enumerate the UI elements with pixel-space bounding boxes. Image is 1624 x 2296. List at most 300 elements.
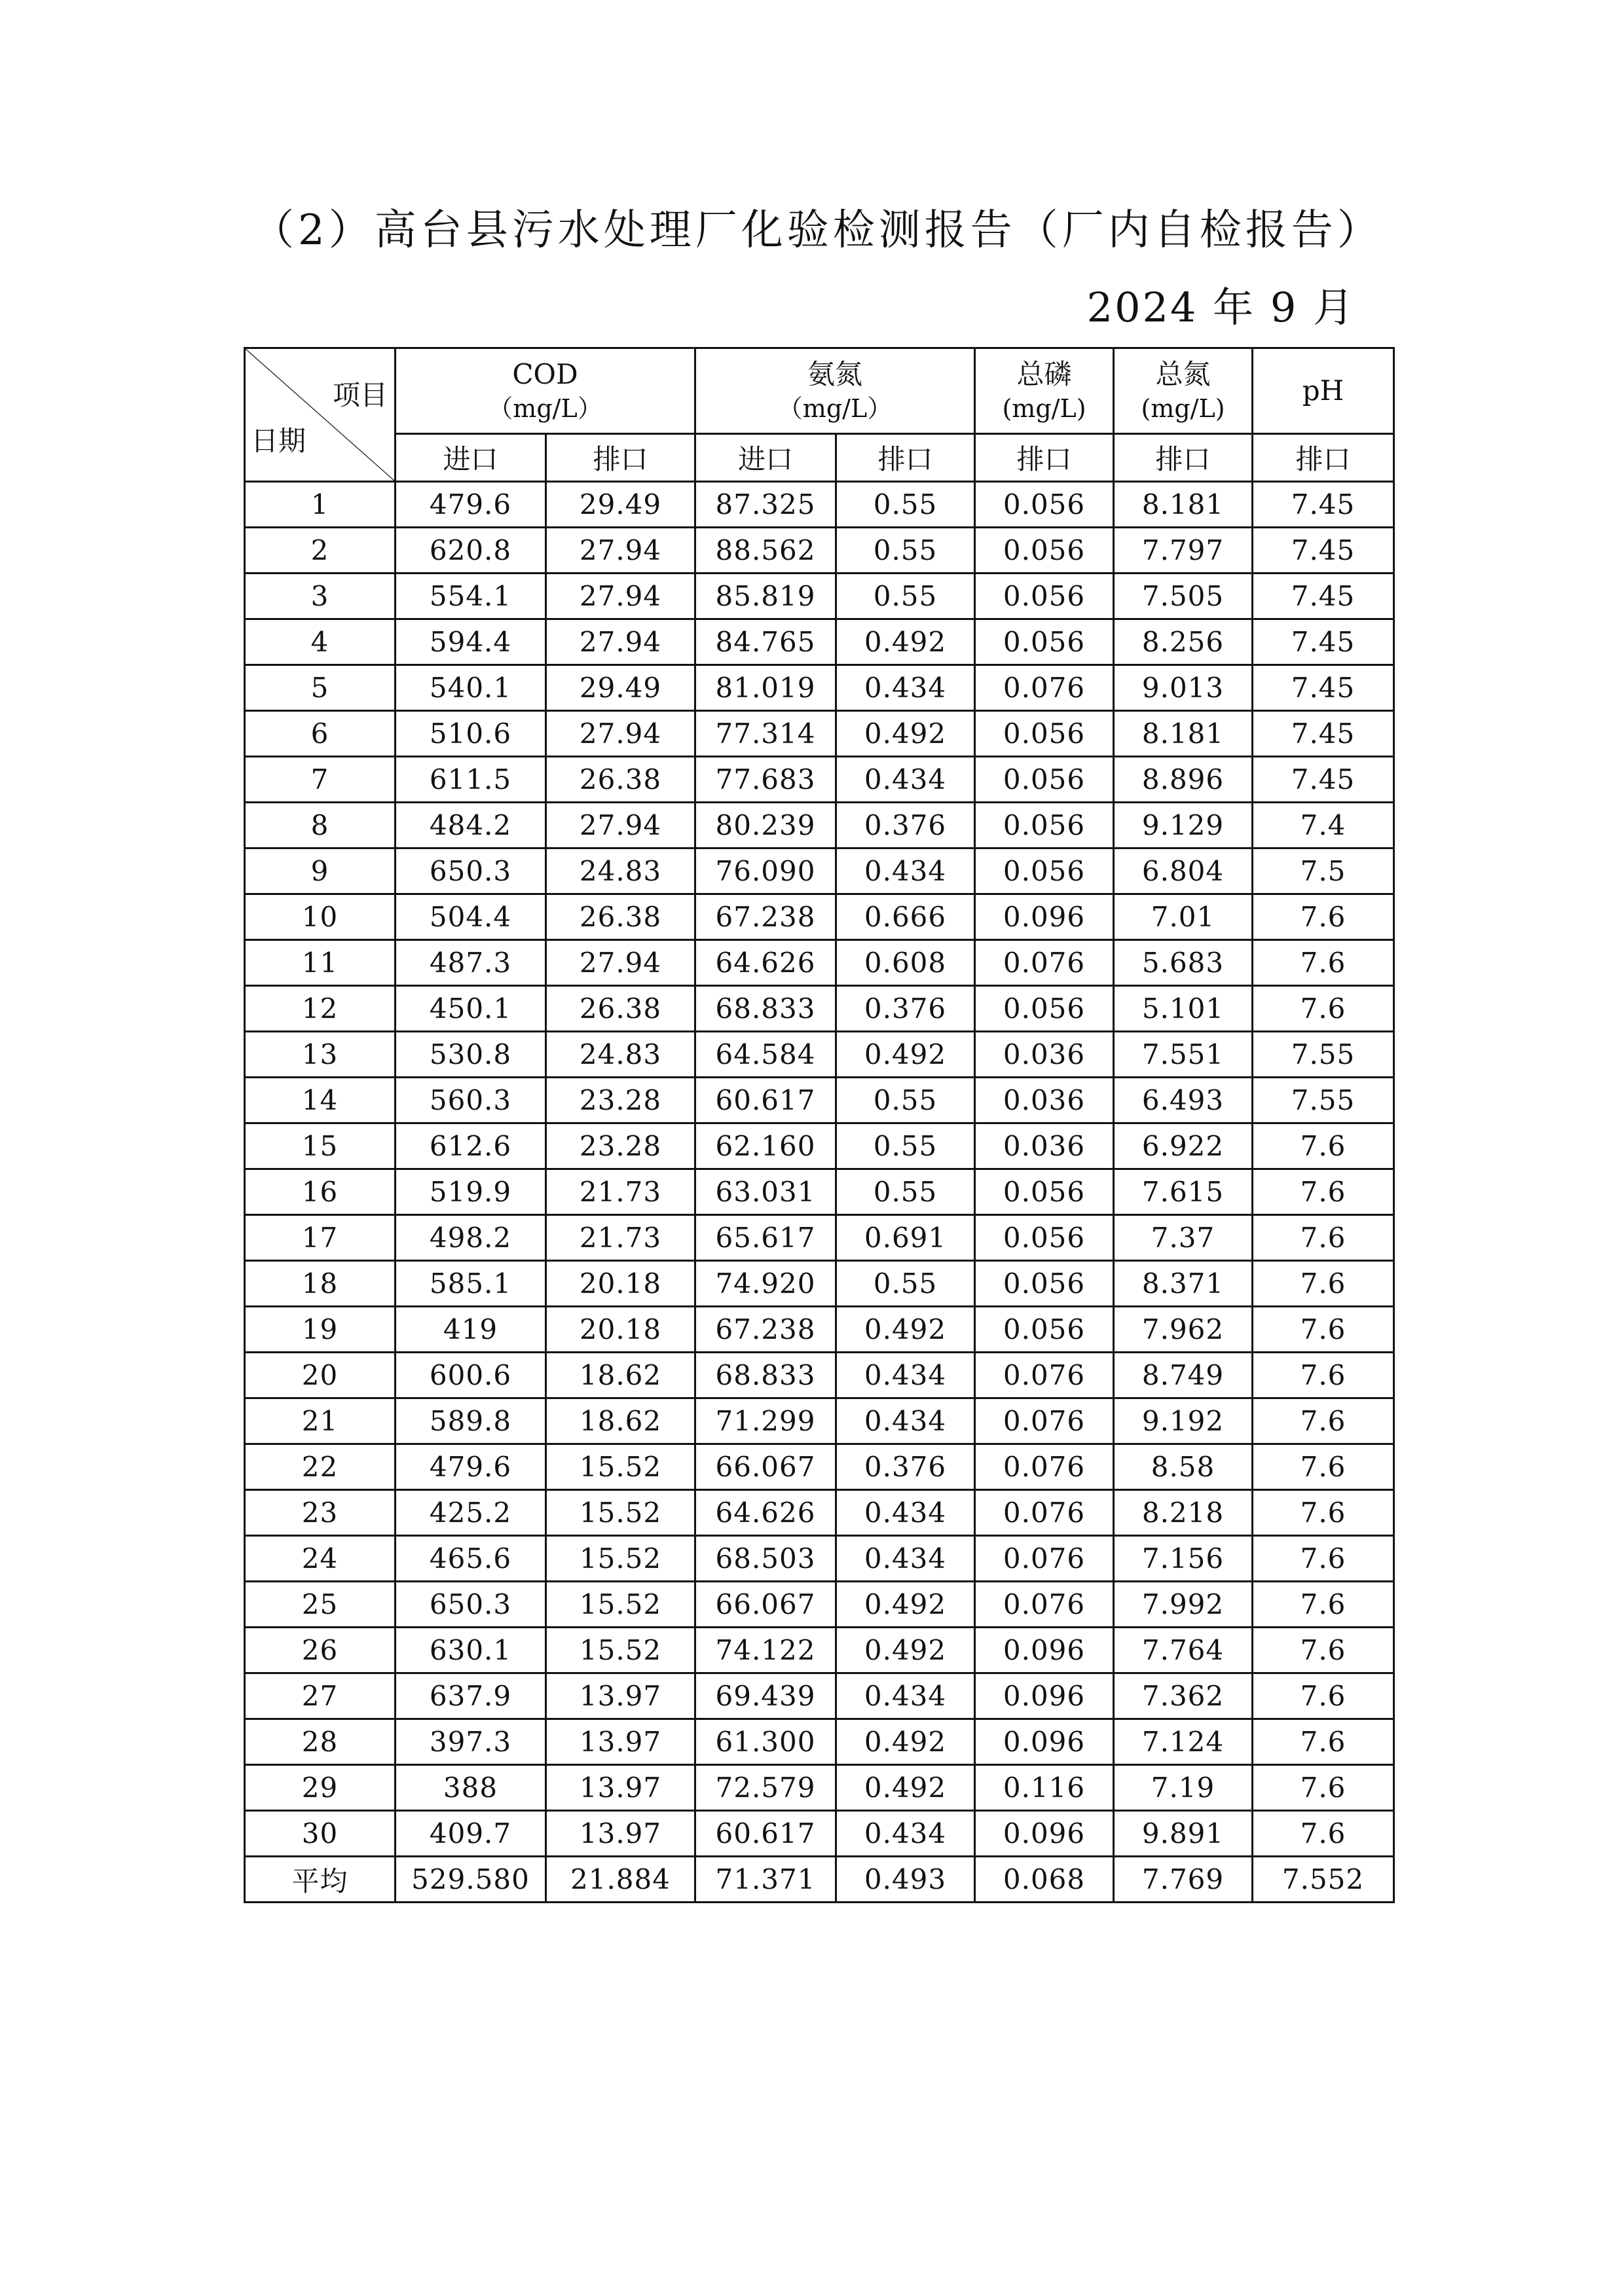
tn-outlet-cell: 8.181 — [1114, 711, 1253, 757]
cod-inlet-cell: 510.6 — [396, 711, 546, 757]
ammonia-inlet-cell: 65.617 — [695, 1215, 836, 1261]
table-row — [245, 757, 1394, 803]
header-ph — [1253, 348, 1394, 434]
cod-outlet-cell: 18.62 — [546, 1398, 695, 1444]
cod-inlet-cell: 529.580 — [396, 1857, 546, 1903]
corner-item-label: 项目 — [332, 379, 388, 411]
tn-outlet-cell: 7.156 — [1114, 1536, 1253, 1582]
date-cell: 14 — [245, 1078, 396, 1123]
ph-outlet-cell: 7.55 — [1253, 1032, 1394, 1078]
ammonia-inlet-cell: 84.765 — [695, 619, 836, 665]
tp-outlet-cell: 0.056 — [975, 619, 1114, 665]
ammonia-inlet-cell: 74.122 — [695, 1628, 836, 1673]
subheader-cod-inlet: 进口 — [396, 434, 546, 482]
ammonia-outlet-cell: 0.434 — [836, 1490, 975, 1536]
tp-outlet-cell: 0.096 — [975, 894, 1114, 940]
ammonia-outlet-cell: 0.492 — [836, 1582, 975, 1628]
subheader-ammonia-outlet: 排口 — [836, 434, 975, 482]
table-row — [245, 574, 1394, 619]
ammonia-outlet-cell: 0.55 — [836, 574, 975, 619]
tn-outlet-cell: 8.58 — [1114, 1444, 1253, 1490]
cod-outlet-cell: 27.94 — [546, 528, 695, 574]
tn-outlet-cell: 5.101 — [1114, 986, 1253, 1032]
table-row — [245, 665, 1394, 711]
cod-outlet-cell: 15.52 — [546, 1582, 695, 1628]
ammonia-outlet-cell: 0.492 — [836, 711, 975, 757]
ph-outlet-cell: 7.6 — [1253, 1582, 1394, 1628]
tn-outlet-cell: 7.124 — [1114, 1719, 1253, 1765]
date-cell: 5 — [245, 665, 396, 711]
cod-inlet-cell: 611.5 — [396, 757, 546, 803]
tn-outlet-cell: 6.804 — [1114, 848, 1253, 894]
ph-outlet-cell: 7.6 — [1253, 1215, 1394, 1261]
ammonia-outlet-cell: 0.434 — [836, 1353, 975, 1398]
table-row — [245, 1719, 1394, 1765]
table-row — [245, 711, 1394, 757]
subheader-tn-outlet: 排口 — [1114, 434, 1253, 482]
ammonia-inlet-cell: 63.031 — [695, 1169, 836, 1215]
cod-outlet-cell: 15.52 — [546, 1444, 695, 1490]
header-ammonia — [695, 348, 975, 434]
tn-outlet-cell: 7.362 — [1114, 1673, 1253, 1719]
ammonia-outlet-cell: 0.492 — [836, 1032, 975, 1078]
tp-outlet-cell: 0.116 — [975, 1765, 1114, 1811]
tn-outlet-cell: 8.749 — [1114, 1353, 1253, 1398]
table-row — [245, 940, 1394, 986]
cod-inlet-cell: 589.8 — [396, 1398, 546, 1444]
cod-outlet-cell: 26.38 — [546, 757, 695, 803]
header-ammonia-unit: （mg/L） — [777, 393, 893, 423]
ammonia-outlet-cell: 0.55 — [836, 1078, 975, 1123]
header-tn-unit: (mg/L) — [1141, 393, 1225, 423]
ammonia-inlet-cell: 69.439 — [695, 1673, 836, 1719]
corner-diagonal-line — [246, 349, 394, 481]
cod-inlet-cell: 650.3 — [396, 848, 546, 894]
ph-outlet-cell: 7.6 — [1253, 1398, 1394, 1444]
header-cod-name: COD — [512, 358, 578, 390]
date-cell: 16 — [245, 1169, 396, 1215]
ammonia-inlet-cell: 85.819 — [695, 574, 836, 619]
tn-outlet-cell: 7.769 — [1114, 1857, 1253, 1903]
ph-outlet-cell: 7.45 — [1253, 528, 1394, 574]
ammonia-outlet-cell: 0.666 — [836, 894, 975, 940]
report-table-body — [245, 482, 1394, 1903]
tp-outlet-cell: 0.056 — [975, 528, 1114, 574]
tp-outlet-cell: 0.056 — [975, 757, 1114, 803]
ph-outlet-cell: 7.6 — [1253, 1261, 1394, 1307]
ammonia-outlet-cell: 0.55 — [836, 528, 975, 574]
ammonia-outlet-cell: 0.691 — [836, 1215, 975, 1261]
table-row — [245, 1673, 1394, 1719]
ammonia-inlet-cell: 62.160 — [695, 1123, 836, 1169]
ph-outlet-cell: 7.4 — [1253, 803, 1394, 848]
cod-outlet-cell: 21.884 — [546, 1857, 695, 1903]
ammonia-outlet-cell: 0.55 — [836, 1169, 975, 1215]
ammonia-inlet-cell: 68.503 — [695, 1536, 836, 1582]
cod-outlet-cell: 24.83 — [546, 1032, 695, 1078]
date-cell: 17 — [245, 1215, 396, 1261]
ammonia-outlet-cell: 0.434 — [836, 1398, 975, 1444]
cod-outlet-cell: 18.62 — [546, 1353, 695, 1398]
ammonia-outlet-cell: 0.434 — [836, 665, 975, 711]
cod-inlet-cell: 498.2 — [396, 1215, 546, 1261]
tp-outlet-cell: 0.056 — [975, 1215, 1114, 1261]
date-cell: 13 — [245, 1032, 396, 1078]
corner-date-label: 日期 — [251, 425, 306, 457]
cod-inlet-cell: 450.1 — [396, 986, 546, 1032]
ammonia-inlet-cell: 76.090 — [695, 848, 836, 894]
report-table — [244, 347, 1395, 1903]
date-cell: 4 — [245, 619, 396, 665]
tn-outlet-cell: 9.013 — [1114, 665, 1253, 711]
tn-outlet-cell: 7.962 — [1114, 1307, 1253, 1353]
tp-outlet-cell: 0.068 — [975, 1857, 1114, 1903]
ph-outlet-cell: 7.552 — [1253, 1857, 1394, 1903]
ph-outlet-cell: 7.45 — [1253, 757, 1394, 803]
date-cell: 7 — [245, 757, 396, 803]
table-row — [245, 1078, 1394, 1123]
ammonia-outlet-cell: 0.376 — [836, 986, 975, 1032]
cod-outlet-cell: 13.97 — [546, 1811, 695, 1857]
cod-outlet-cell: 13.97 — [546, 1719, 695, 1765]
ammonia-inlet-cell: 67.238 — [695, 894, 836, 940]
ph-outlet-cell: 7.6 — [1253, 1123, 1394, 1169]
ammonia-inlet-cell: 68.833 — [695, 1353, 836, 1398]
date-cell: 26 — [245, 1628, 396, 1673]
table-row — [245, 1353, 1394, 1398]
cod-inlet-cell: 630.1 — [396, 1628, 546, 1673]
date-cell: 18 — [245, 1261, 396, 1307]
header-total-nitrogen — [1114, 348, 1253, 434]
date-cell: 23 — [245, 1490, 396, 1536]
table-row — [245, 1444, 1394, 1490]
corner-header-cell — [245, 348, 396, 482]
cod-inlet-cell: 560.3 — [396, 1078, 546, 1123]
ammonia-outlet-cell: 0.434 — [836, 757, 975, 803]
ammonia-inlet-cell: 64.584 — [695, 1032, 836, 1078]
cod-inlet-cell: 425.2 — [396, 1490, 546, 1536]
ammonia-inlet-cell: 74.920 — [695, 1261, 836, 1307]
date-cell: 11 — [245, 940, 396, 986]
ammonia-outlet-cell: 0.434 — [836, 1811, 975, 1857]
ph-outlet-cell: 7.6 — [1253, 940, 1394, 986]
cod-inlet-cell: 554.1 — [396, 574, 546, 619]
tp-outlet-cell: 0.076 — [975, 1353, 1114, 1398]
tn-outlet-cell: 7.764 — [1114, 1628, 1253, 1673]
cod-outlet-cell: 15.52 — [546, 1628, 695, 1673]
cod-inlet-cell: 484.2 — [396, 803, 546, 848]
table-row — [245, 1169, 1394, 1215]
date-cell: 8 — [245, 803, 396, 848]
ammonia-inlet-cell: 81.019 — [695, 665, 836, 711]
tn-outlet-cell: 9.192 — [1114, 1398, 1253, 1444]
ph-outlet-cell: 7.45 — [1253, 574, 1394, 619]
table-row — [245, 1765, 1394, 1811]
tp-outlet-cell: 0.096 — [975, 1628, 1114, 1673]
ph-outlet-cell: 7.5 — [1253, 848, 1394, 894]
cod-outlet-cell: 27.94 — [546, 711, 695, 757]
ammonia-outlet-cell: 0.434 — [836, 1673, 975, 1719]
subheader-ph-outlet: 排口 — [1253, 434, 1394, 482]
ammonia-outlet-cell: 0.492 — [836, 1719, 975, 1765]
ph-outlet-cell: 7.6 — [1253, 894, 1394, 940]
cod-outlet-cell: 23.28 — [546, 1123, 695, 1169]
ammonia-outlet-cell: 0.434 — [836, 848, 975, 894]
tn-outlet-cell: 7.551 — [1114, 1032, 1253, 1078]
date-cell: 22 — [245, 1444, 396, 1490]
cod-outlet-cell: 29.49 — [546, 482, 695, 528]
tp-outlet-cell: 0.056 — [975, 482, 1114, 528]
tp-outlet-cell: 0.056 — [975, 1261, 1114, 1307]
ammonia-outlet-cell: 0.376 — [836, 1444, 975, 1490]
header-tp-name: 总磷 — [1016, 358, 1072, 390]
date-cell: 平均 — [245, 1857, 396, 1903]
tp-outlet-cell: 0.076 — [975, 1398, 1114, 1444]
tp-outlet-cell: 0.056 — [975, 711, 1114, 757]
ph-outlet-cell: 7.6 — [1253, 1444, 1394, 1490]
date-cell: 6 — [245, 711, 396, 757]
cod-outlet-cell: 15.52 — [546, 1536, 695, 1582]
tp-outlet-cell: 0.036 — [975, 1078, 1114, 1123]
table-row — [245, 1536, 1394, 1582]
table-row — [245, 528, 1394, 574]
ph-outlet-cell: 7.45 — [1253, 482, 1394, 528]
ph-outlet-cell: 7.6 — [1253, 1765, 1394, 1811]
header-tn-name: 总氮 — [1155, 358, 1211, 390]
tp-outlet-cell: 0.096 — [975, 1719, 1114, 1765]
table-row — [245, 1398, 1394, 1444]
tn-outlet-cell: 7.01 — [1114, 894, 1253, 940]
tp-outlet-cell: 0.076 — [975, 1444, 1114, 1490]
tn-outlet-cell: 7.37 — [1114, 1215, 1253, 1261]
cod-outlet-cell: 23.28 — [546, 1078, 695, 1123]
header-ammonia-name: 氨氮 — [807, 358, 862, 390]
date-cell: 29 — [245, 1765, 396, 1811]
tn-outlet-cell: 7.615 — [1114, 1169, 1253, 1215]
table-row — [245, 894, 1394, 940]
ammonia-inlet-cell: 61.300 — [695, 1719, 836, 1765]
date-cell: 25 — [245, 1582, 396, 1628]
header-row-1 — [245, 348, 1394, 434]
ph-outlet-cell: 7.6 — [1253, 1811, 1394, 1857]
tp-outlet-cell: 0.076 — [975, 940, 1114, 986]
cod-outlet-cell: 26.38 — [546, 986, 695, 1032]
date-cell: 10 — [245, 894, 396, 940]
tn-outlet-cell: 7.505 — [1114, 574, 1253, 619]
ammonia-outlet-cell: 0.493 — [836, 1857, 975, 1903]
tp-outlet-cell: 0.076 — [975, 1536, 1114, 1582]
tp-outlet-cell: 0.056 — [975, 1307, 1114, 1353]
table-row — [245, 1123, 1394, 1169]
cod-inlet-cell: 388 — [396, 1765, 546, 1811]
ammonia-outlet-cell: 0.55 — [836, 482, 975, 528]
ph-outlet-cell: 7.6 — [1253, 1628, 1394, 1673]
date-cell: 9 — [245, 848, 396, 894]
table-row — [245, 1032, 1394, 1078]
cod-inlet-cell: 487.3 — [396, 940, 546, 986]
tn-outlet-cell: 5.683 — [1114, 940, 1253, 986]
ammonia-inlet-cell: 71.299 — [695, 1398, 836, 1444]
cod-inlet-cell: 585.1 — [396, 1261, 546, 1307]
ph-outlet-cell: 7.55 — [1253, 1078, 1394, 1123]
table-row — [245, 619, 1394, 665]
date-cell: 28 — [245, 1719, 396, 1765]
tn-outlet-cell: 8.256 — [1114, 619, 1253, 665]
ammonia-outlet-cell: 0.492 — [836, 1765, 975, 1811]
ammonia-inlet-cell: 64.626 — [695, 1490, 836, 1536]
ph-outlet-cell: 7.45 — [1253, 711, 1394, 757]
ph-outlet-cell: 7.6 — [1253, 1490, 1394, 1536]
table-row — [245, 1261, 1394, 1307]
cod-inlet-cell: 637.9 — [396, 1673, 546, 1719]
ammonia-inlet-cell: 60.617 — [695, 1078, 836, 1123]
cod-outlet-cell: 26.38 — [546, 894, 695, 940]
cod-outlet-cell: 27.94 — [546, 940, 695, 986]
tp-outlet-cell: 0.096 — [975, 1673, 1114, 1719]
table-row — [245, 1628, 1394, 1673]
ammonia-inlet-cell: 80.239 — [695, 803, 836, 848]
cod-inlet-cell: 419 — [396, 1307, 546, 1353]
cod-inlet-cell: 409.7 — [396, 1811, 546, 1857]
cod-inlet-cell: 620.8 — [396, 528, 546, 574]
ammonia-inlet-cell: 66.067 — [695, 1582, 836, 1628]
tn-outlet-cell: 6.922 — [1114, 1123, 1253, 1169]
ammonia-outlet-cell: 0.376 — [836, 803, 975, 848]
cod-inlet-cell: 530.8 — [396, 1032, 546, 1078]
date-cell: 15 — [245, 1123, 396, 1169]
cod-outlet-cell: 27.94 — [546, 619, 695, 665]
ammonia-inlet-cell: 72.579 — [695, 1765, 836, 1811]
ammonia-outlet-cell: 0.55 — [836, 1261, 975, 1307]
ammonia-outlet-cell: 0.492 — [836, 1307, 975, 1353]
report-date: 2024 年 9 月 — [1086, 283, 1356, 331]
ammonia-inlet-cell: 71.371 — [695, 1857, 836, 1903]
ammonia-outlet-cell: 0.55 — [836, 1123, 975, 1169]
subheader-cod-outlet: 排口 — [546, 434, 695, 482]
cod-inlet-cell: 397.3 — [396, 1719, 546, 1765]
date-cell: 1 — [245, 482, 396, 528]
header-cod — [396, 348, 695, 434]
cod-outlet-cell: 27.94 — [546, 574, 695, 619]
table-row-average — [245, 1857, 1394, 1903]
ammonia-inlet-cell: 88.562 — [695, 528, 836, 574]
cod-inlet-cell: 612.6 — [396, 1123, 546, 1169]
tp-outlet-cell: 0.036 — [975, 1123, 1114, 1169]
ph-outlet-cell: 7.45 — [1253, 619, 1394, 665]
cod-outlet-cell: 13.97 — [546, 1673, 695, 1719]
ph-outlet-cell: 7.6 — [1253, 1353, 1394, 1398]
cod-outlet-cell: 29.49 — [546, 665, 695, 711]
tp-outlet-cell: 0.056 — [975, 986, 1114, 1032]
cod-outlet-cell: 27.94 — [546, 803, 695, 848]
ammonia-inlet-cell: 68.833 — [695, 986, 836, 1032]
date-cell: 20 — [245, 1353, 396, 1398]
table-row — [245, 1215, 1394, 1261]
ammonia-inlet-cell: 77.314 — [695, 711, 836, 757]
date-cell: 21 — [245, 1398, 396, 1444]
date-cell: 3 — [245, 574, 396, 619]
ammonia-inlet-cell: 66.067 — [695, 1444, 836, 1490]
cod-inlet-cell: 519.9 — [396, 1169, 546, 1215]
tp-outlet-cell: 0.056 — [975, 574, 1114, 619]
cod-outlet-cell: 13.97 — [546, 1765, 695, 1811]
cod-outlet-cell: 20.18 — [546, 1307, 695, 1353]
tp-outlet-cell: 0.076 — [975, 1582, 1114, 1628]
ammonia-outlet-cell: 0.492 — [836, 1628, 975, 1673]
table-row — [245, 1582, 1394, 1628]
tp-outlet-cell: 0.056 — [975, 848, 1114, 894]
ammonia-inlet-cell: 60.617 — [695, 1811, 836, 1857]
cod-outlet-cell: 21.73 — [546, 1169, 695, 1215]
ph-outlet-cell: 7.6 — [1253, 1536, 1394, 1582]
header-cod-unit: （mg/L） — [488, 393, 602, 423]
ammonia-inlet-cell: 64.626 — [695, 940, 836, 986]
report-title: （2）高台县污水处理厂化验检测报告（厂内自检报告） — [252, 206, 1383, 255]
ph-outlet-cell: 7.6 — [1253, 1673, 1394, 1719]
tp-outlet-cell: 0.076 — [975, 1490, 1114, 1536]
subheader-tp-outlet: 排口 — [975, 434, 1114, 482]
table-row — [245, 803, 1394, 848]
cod-inlet-cell: 650.3 — [396, 1582, 546, 1628]
header-ph-name: pH — [1302, 374, 1344, 407]
tp-outlet-cell: 0.056 — [975, 1169, 1114, 1215]
subheader-ammonia-inlet: 进口 — [695, 434, 836, 482]
ammonia-inlet-cell: 67.238 — [695, 1307, 836, 1353]
table-row — [245, 848, 1394, 894]
ph-outlet-cell: 7.6 — [1253, 1719, 1394, 1765]
ammonia-inlet-cell: 77.683 — [695, 757, 836, 803]
tn-outlet-cell: 6.493 — [1114, 1078, 1253, 1123]
tn-outlet-cell: 7.992 — [1114, 1582, 1253, 1628]
cod-inlet-cell: 479.6 — [396, 482, 546, 528]
date-cell: 24 — [245, 1536, 396, 1582]
cod-inlet-cell: 540.1 — [396, 665, 546, 711]
table-row — [245, 482, 1394, 528]
tn-outlet-cell: 7.797 — [1114, 528, 1253, 574]
ph-outlet-cell: 7.45 — [1253, 665, 1394, 711]
cod-inlet-cell: 600.6 — [396, 1353, 546, 1398]
cod-outlet-cell: 20.18 — [546, 1261, 695, 1307]
tn-outlet-cell: 8.371 — [1114, 1261, 1253, 1307]
tn-outlet-cell: 9.129 — [1114, 803, 1253, 848]
date-cell: 12 — [245, 986, 396, 1032]
header-row-2 — [245, 434, 1394, 482]
cod-outlet-cell: 21.73 — [546, 1215, 695, 1261]
header-total-phosphorus — [975, 348, 1114, 434]
ph-outlet-cell: 7.6 — [1253, 986, 1394, 1032]
tp-outlet-cell: 0.056 — [975, 803, 1114, 848]
cod-outlet-cell: 15.52 — [546, 1490, 695, 1536]
tn-outlet-cell: 8.896 — [1114, 757, 1253, 803]
ammonia-outlet-cell: 0.434 — [836, 1536, 975, 1582]
cod-outlet-cell: 24.83 — [546, 848, 695, 894]
tn-outlet-cell: 8.181 — [1114, 482, 1253, 528]
cod-inlet-cell: 479.6 — [396, 1444, 546, 1490]
ammonia-inlet-cell: 87.325 — [695, 482, 836, 528]
table-row — [245, 986, 1394, 1032]
cod-inlet-cell: 465.6 — [396, 1536, 546, 1582]
tn-outlet-cell: 7.19 — [1114, 1765, 1253, 1811]
tp-outlet-cell: 0.036 — [975, 1032, 1114, 1078]
tp-outlet-cell: 0.076 — [975, 665, 1114, 711]
table-row — [245, 1811, 1394, 1857]
date-cell: 30 — [245, 1811, 396, 1857]
cod-inlet-cell: 504.4 — [396, 894, 546, 940]
tp-outlet-cell: 0.096 — [975, 1811, 1114, 1857]
ammonia-outlet-cell: 0.608 — [836, 940, 975, 986]
date-cell: 27 — [245, 1673, 396, 1719]
ammonia-outlet-cell: 0.492 — [836, 619, 975, 665]
